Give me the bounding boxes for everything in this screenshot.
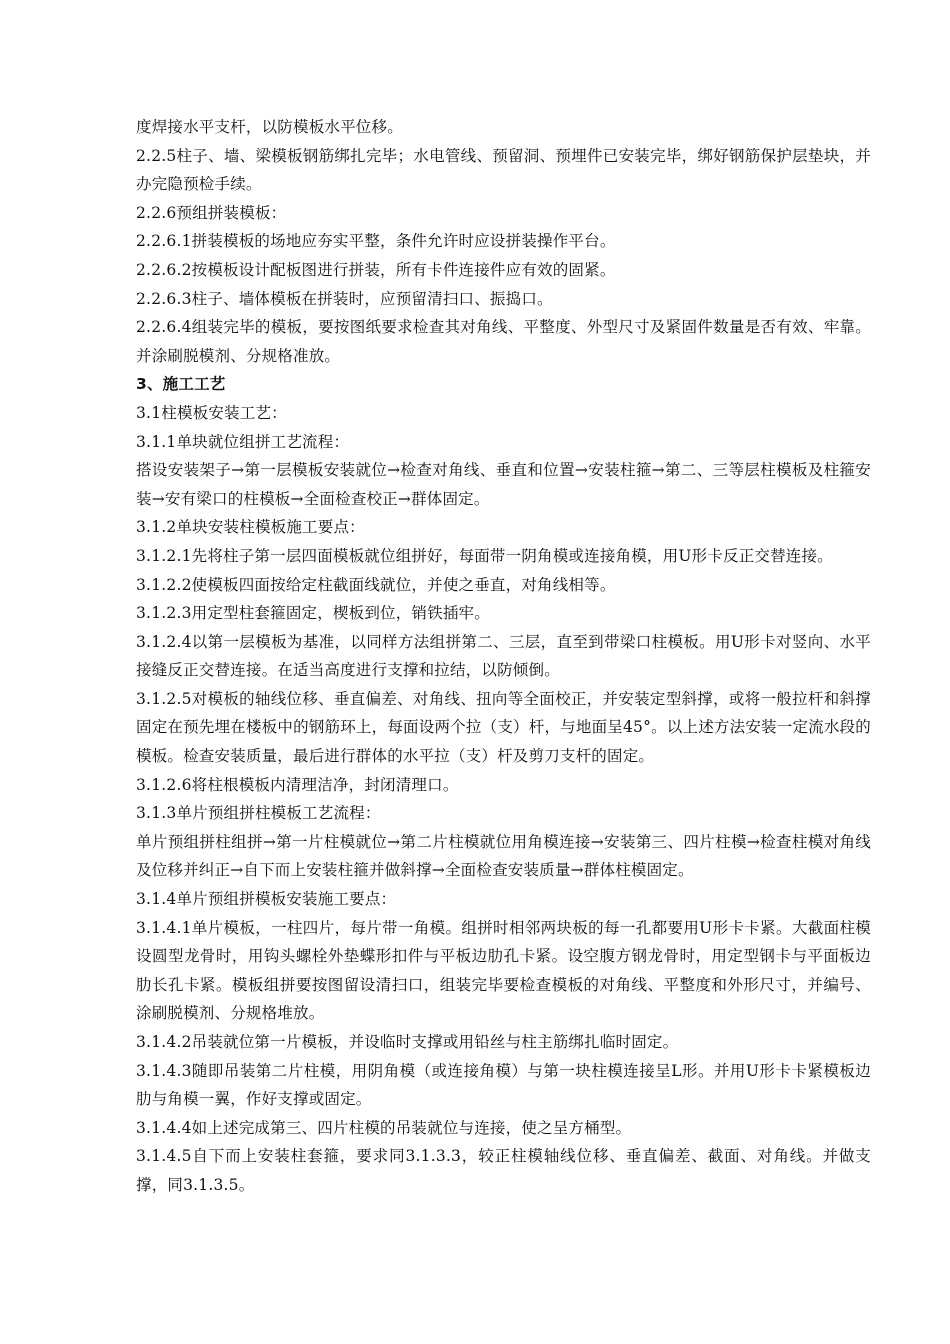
paragraph: 3.1.4.1单片模板，一柱四片，每片带一角模。组拼时相邻两块板的每一孔都要用U形卡卡紧。大截面柱模设圆型龙骨时，用钩头螺栓外垫蝶形扣件与平板边肋孔卡紧。设空腹方钢龙骨时，用定型钢卡与平面板边肋长孔卡紧。模板组拼要按图留设清扫口，组装完毕要检查模板的对角线、平整度和外形尺寸，并编号、涂刷脱模剂、分规格堆放。 [136,918,871,1023]
section-heading: 3、施工工艺 [136,375,226,394]
paragraph: 度焊接水平支杆，以防模板水平位移。 [136,118,403,136]
paragraph: 2.2.6.2按模板设计配板图进行拼装，所有卡件连接件应有效的固紧。 [136,260,616,279]
paragraph: 3.1柱模板安装工艺： [136,403,287,422]
paragraph: 3.1.2.2使模板四面按给定柱截面线就位，并使之垂直，对角线相等。 [136,575,616,594]
paragraph: 3.1.2.4以第一层模板为基准，以同样方法组拼第二、三层，直至到带梁口柱模板。用U形卡对竖向、水平接缝反正交替连接。在适当高度进行支撑和拉结，以防倾倒。 [136,632,871,680]
paragraph: 3.1.1单块就位组拼工艺流程： [136,432,350,451]
paragraph: 3.1.4.2吊装就位第一片模板，并设临时支撑或用铅丝与柱主筋绑扎临时固定。 [136,1033,679,1051]
paragraph: 3.1.2.5对模板的轴线位移、垂直偏差、对角线、扭向等全面校正，并安装定型斜撑，或将一般拉杆和斜撑固定在预先埋在楼板中的钢筋环上，每面设两个拉（支）杆，与地面呈45°。以上述方法安装一定流水段的模板。检查安装质量，最后进行群体的水平拉（支）杆及剪刀支杆的固定。 [136,689,871,766]
paragraph: 2.2.6.1拼装模板的场地应夯实平整，条件允许时应设拼装操作平台。 [136,232,616,251]
paragraph: 2.2.6.4组装完毕的模板，要按图纸要求检查其对角线、平整度、外型尺寸及紧固件数量是否有效、牢靠。并涂刷脱模剂、分规格准放。 [136,318,871,365]
paragraph: 3.1.4.5自下而上安装柱套箍，要求同3.1.3.3，较正柱模轴线位移、垂直偏差、截面、对角线。并做支撑，同3.1.3.5。 [136,1147,871,1194]
paragraph: 3.1.4.4如上述完成第三、四片柱模的吊装就位与连接，使之呈方桶型。 [136,1118,632,1137]
paragraph: 3.1.2单块安装柱模板施工要点： [136,518,365,537]
paragraph: 3.1.2.3用定型柱套箍固定，楔板到位，销铁插牢。 [136,604,490,623]
document-body [136,113,871,1200]
paragraph: 3.1.2.1先将柱子第一层四面模板就位组拼好，每面带一阴角模或连接角模，用U形卡反正交替连接。 [136,546,833,565]
paragraph: 搭设安装架子→第一层模板安装就位→检查对角线、垂直和位置→安装柱箍→第二、三等层柱模板及柱箍安装→安有梁口的柱模板→全面检查校正→群体固定。 [136,461,871,508]
paragraph: 单片预组拼柱组拼→第一片柱模就位→第二片柱模就位用角模连接→安装第三、四片柱模→检查柱模对角线及位移并纠正→自下而上安装柱箍并做斜撑→全面检查安装质量→群体柱模固定。 [136,832,871,880]
paragraph: 3.1.4.3随即吊装第二片柱模，用阴角模（或连接角模）与第一块柱模连接呈L形。并用U形卡卡紧模板边肋与角模一翼，作好支撑或固定。 [136,1061,871,1109]
paragraph: 3.1.4单片预组拼模板安装施工要点： [136,890,397,909]
paragraph: 2.2.6预组拼装模板： [136,203,287,222]
paragraph: 3.1.3单片预组拼柱模板工艺流程： [136,804,381,823]
paragraph: 3.1.2.6将柱根模板内清理洁净，封闭清理口。 [136,775,459,794]
paragraph: 2.2.6.3柱子、墙体模板在拼装时，应预留清扫口、振捣口。 [136,289,553,308]
paragraph: 2.2.5柱子、墙、梁模板钢筋绑扎完毕；水电管线、预留洞、预埋件已安装完毕，绑好钢筋保护层垫块，并办完隐预检手续。 [136,146,871,194]
